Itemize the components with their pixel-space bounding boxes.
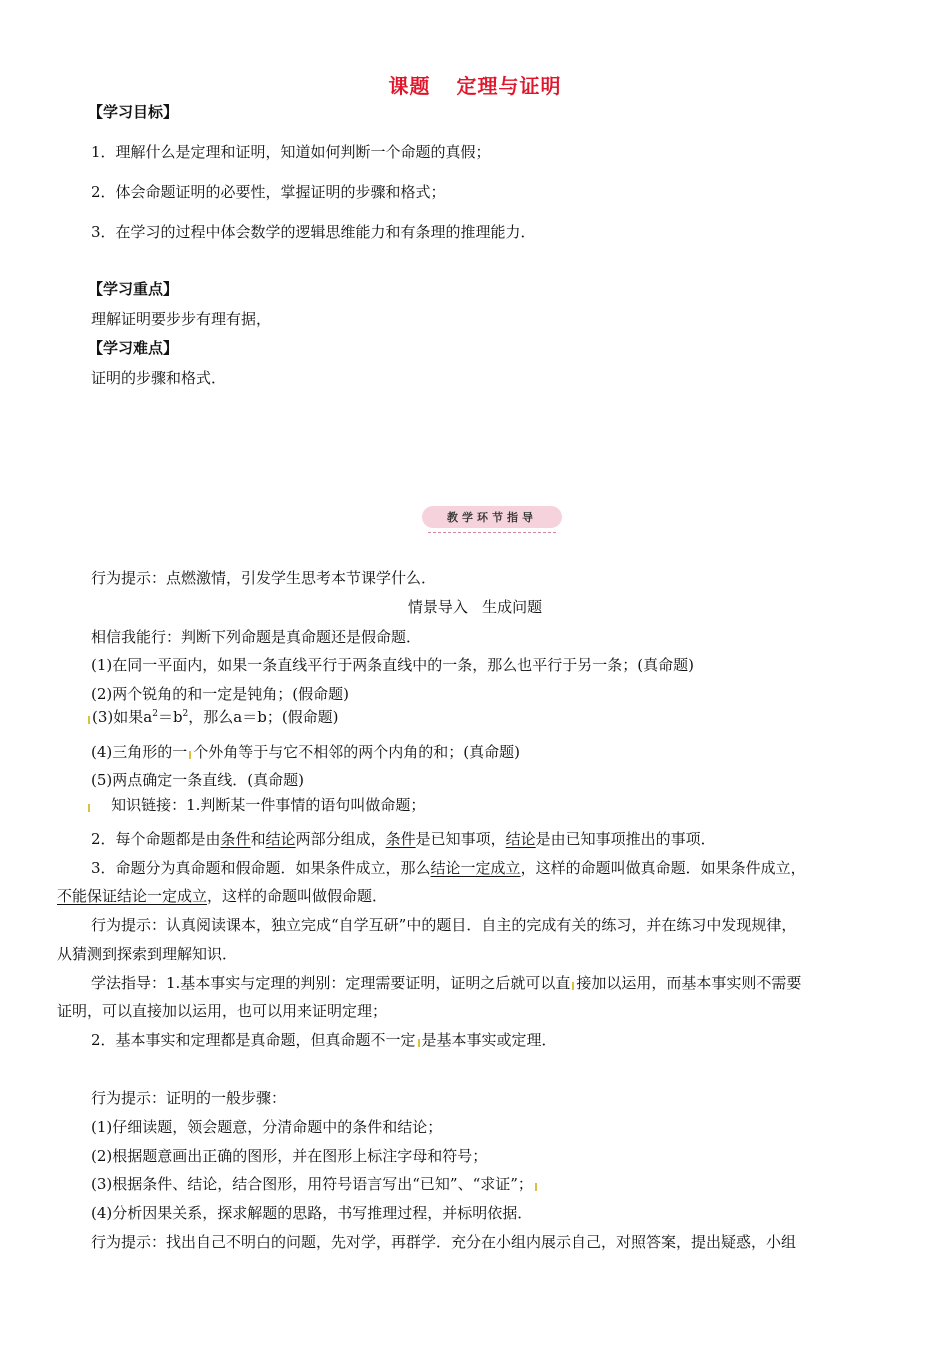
mark-dot <box>88 804 90 812</box>
section-title: 情景导入 生成问题 <box>407 598 543 616</box>
focus-text: 理解证明要步步有理有据， <box>91 310 272 328</box>
mark-dot <box>88 716 90 724</box>
method-line-3: 2．基本事实和定理都是真命题，但真命题不一定 是基本事实或定理． <box>91 1031 557 1049</box>
judge-q5: (5)两点确定一条直线．(真命题) <box>91 771 304 789</box>
goals-heading: 【学习目标】 <box>88 103 179 121</box>
knowledge-3-line-1: 3．命题分为真命题和假命题．如果条件成立，那么结论一定成立，这样的命题叫做真命题．如果条件成立， <box>91 859 806 877</box>
step-4: (4)分析因果关系，探求解题的思路，书写推理过程，并标明依据． <box>91 1204 533 1222</box>
judge-q2: (2)两个锐角的和一定是钝角；(假命题) <box>91 685 349 703</box>
judge-q4: (4)三角形的一 个外角等于与它不相邻的两个内角的和；(真命题) <box>91 743 520 761</box>
banner-underline <box>428 532 556 533</box>
goal-item-3: 3．在学习的过程中体会数学的逻辑思维能力和有条理的推理能力． <box>91 223 536 241</box>
hint-2-line-2: 从猜测到探索到理解知识． <box>57 945 238 963</box>
knowledge-2: 2．每个命题都是由条件和结论两部分组成，条件是已知事项，结论是由已知事项推出的事项． <box>91 830 716 848</box>
hint-2-line-1: 行为提示：认真阅读课本，独立完成“自学互研”中的题目．自主的完成有关的练习，并在练习中发现规律， <box>91 916 797 934</box>
method-line-2: 证明，可以直接加以运用，也可以用来证明定理； <box>57 1002 388 1020</box>
mark-dot <box>572 982 574 990</box>
goal-item-2: 2．体会命题证明的必要性，掌握证明的步骤和格式； <box>91 183 446 201</box>
judge-q1: (1)在同一平面内，如果一条直线平行于两条直线中的一条，那么也平行于另一条；(真命题) <box>91 656 694 674</box>
knowledge-3-line-2: 不能保证结论一定成立，这样的命题叫做假命题． <box>57 887 388 905</box>
lesson-title: 课题 定理与证明 <box>388 74 562 98</box>
banner-label: 教学环节指导 <box>422 506 562 528</box>
difficulty-heading: 【学习难点】 <box>88 339 179 357</box>
judge-q3: (3)如果$a^2=b^2$，那么a＝b；(假命题) <box>86 706 339 727</box>
judge-intro: 相信我能行：判断下列命题是真命题还是假命题． <box>91 628 422 646</box>
mark-dot <box>189 751 191 759</box>
step-1: (1)仔细读题，领会题意，分清命题中的条件和结论； <box>91 1118 443 1136</box>
knowledge-1: 知识链接：1.判断某一件事情的语句叫做命题； <box>86 794 425 815</box>
step-3: (3)根据条件、结论，结合图形，用符号语言写出“已知”、“求证”； <box>91 1173 539 1194</box>
steps-intro: 行为提示：证明的一般步骤： <box>91 1089 287 1107</box>
method-line-1: 学法指导：1.基本事实与定理的判别：定理需要证明，证明之后就可以直 接加以运用，而基本事实则不需要 <box>91 974 802 992</box>
hint-1: 行为提示：点燃激情，引发学生思考本节课学什么． <box>91 569 437 587</box>
hint-3: 行为提示：找出自己不明白的问题，先对学，再群学．充分在小组内展示自己，对照答案，提出疑惑，小组 <box>91 1233 797 1251</box>
step-2: (2)根据题意画出正确的图形，并在图形上标注字母和符号； <box>91 1147 488 1165</box>
focus-heading: 【学习重点】 <box>88 280 179 298</box>
section-banner <box>422 506 562 530</box>
goal-item-1: 1．理解什么是定理和证明，知道如何判断一个命题的真假； <box>91 143 491 161</box>
difficulty-text: 证明的步骤和格式． <box>91 369 227 387</box>
mark-dot <box>418 1039 420 1047</box>
mark-dot <box>535 1183 537 1191</box>
